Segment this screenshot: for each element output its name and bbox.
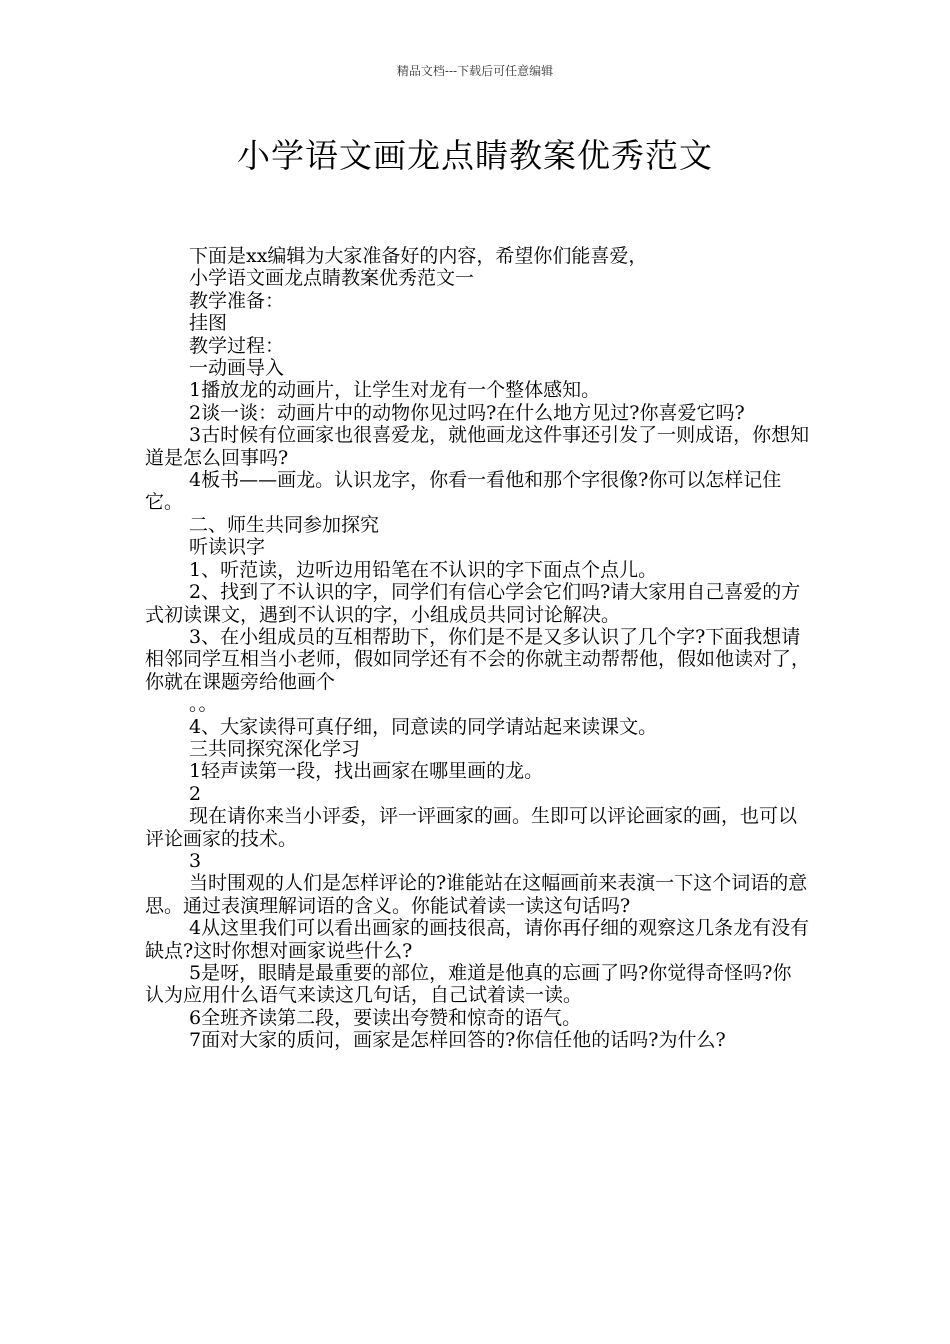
paragraph: 2、找到了不认识的字，同学们有信心学会它们吗?请大家用自己喜爱的方式初读课文，遇到不认识的字，小组成员共同讨论解决。	[145, 581, 801, 626]
paragraph: 挂图	[189, 312, 228, 335]
paragraph: 现在请你来当小评委，评一评画家的画。生即可以评论画家的画，也可以评论画家的技术。	[145, 805, 798, 850]
paragraph: 4板书——画龙。认识龙字，你看一看他和那个字很像?你可以怎样记住它。	[145, 469, 782, 514]
paragraph: 教学过程：	[189, 334, 285, 357]
paragraph: 4从这里我们可以看出画家的画技很高，请你再仔细的观察这几条龙有没有缺点?这时你想对画家说些什么?	[145, 917, 810, 962]
paragraph: 7面对大家的质问，画家是怎样回答的?你信任他的话吗?为什么?	[189, 1029, 726, 1052]
paragraph: 3	[189, 849, 202, 872]
paragraph: 下面是xx编辑为大家准备好的内容，希望你们能喜爱，	[189, 245, 648, 267]
header-note: 精品文档---下载后可任意编辑	[396, 64, 554, 78]
document-body	[145, 245, 810, 1052]
paragraph: 3古时候有位画家也很喜爱龙，就他画龙这件事还引发了一则成语，你想知道是怎么回事吗?	[145, 424, 810, 469]
paragraph: 教学准备：	[189, 289, 285, 312]
paragraph: 二、师生共同参加探究	[189, 513, 380, 536]
paragraph: 听读识字	[189, 536, 266, 559]
paragraph: 当时围观的人们是怎样评论的?谁能站在这幅画前来表演一下这个词语的意思。通过表演理解词语的含义。你能试着读一读这句话吗?	[145, 872, 808, 917]
paragraph: 1播放龙的动画片，让学生对龙有一个整体感知。	[189, 379, 601, 402]
paragraph: 三共同探究深化学习	[189, 737, 361, 760]
page-title: 小学语文画龙点睛教案优秀范文	[237, 136, 713, 175]
paragraph: 1、听范读，边听边用铅笔在不认识的字下面点个点儿。	[189, 558, 658, 581]
paragraph: 3、在小组成员的互相帮助下，你们是不是又多认识了几个字?下面我想请相邻同学互相当小老师，假如同学还有不会的你就主动帮帮他，假如他读对了，你就在课题旁给他画个	[145, 625, 811, 693]
paragraph: 6全班齐读第二段，要读出夸赞和惊奇的语气。	[189, 1006, 582, 1029]
paragraph: 2谈一谈：动画片中的动物你见过吗?在什么地方见过?你喜爱它吗?	[189, 401, 745, 424]
paragraph: 。。	[189, 693, 218, 716]
paragraph: 4、大家读得可真仔细，同意读的同学请站起来读课文。	[189, 715, 658, 738]
paragraph: 一动画导入	[189, 357, 285, 380]
paragraph: 2	[189, 782, 202, 805]
paragraph: 5是呀，眼睛是最重要的部位，难道是他真的忘画了吗?你觉得奇怪吗?你认为应用什么语气来读这几句话，自己试着读一读。	[145, 962, 792, 1007]
paragraph: 1轻声读第一段，找出画家在哪里画的龙。	[189, 760, 544, 783]
paragraph: 小学语文画龙点睛教案优秀范文一	[189, 267, 475, 290]
